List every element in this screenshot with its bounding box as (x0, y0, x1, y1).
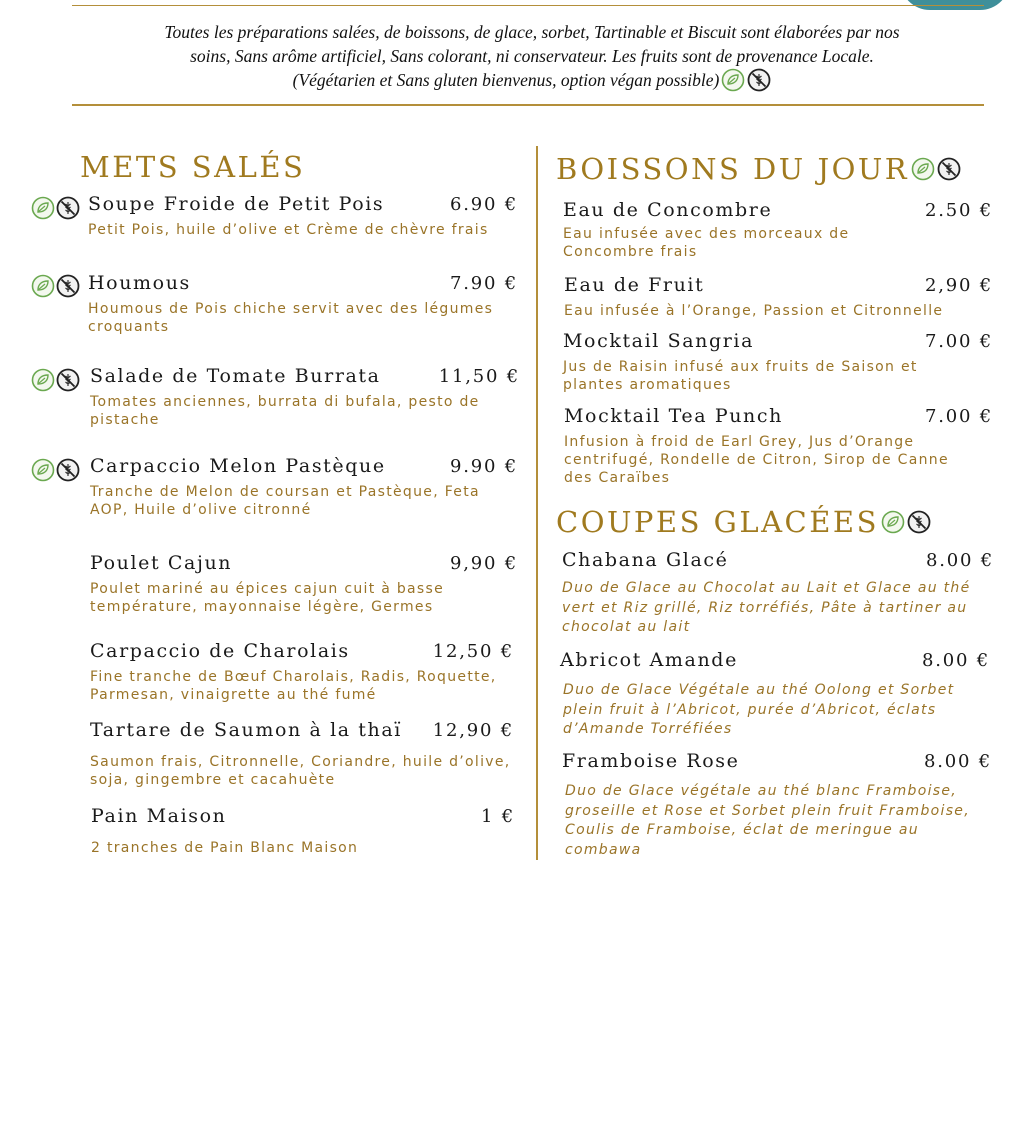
item-name: Carpaccio de Charolais (90, 640, 350, 662)
item-name: Tartare de Saumon à la thaï (90, 719, 402, 741)
menu-item (564, 274, 993, 320)
item-price: 12,90 € (432, 720, 514, 741)
item-name: Salade de Tomate Burrata (90, 365, 381, 387)
menu-item (564, 405, 993, 487)
intro-line-2: soins, Sans arôme artificiel, Sans colorant, ni conservateur. Les fruits sont de provenance Locale. (190, 46, 874, 66)
section-title-coupes (556, 505, 931, 539)
column-divider (536, 146, 538, 860)
item-price: 11,50 € (438, 366, 520, 387)
dietary-icons (31, 196, 80, 220)
intro-line-3: (Végétarien et Sans gluten bienvenus, option végan possible) (292, 70, 720, 90)
dietary-icons (31, 458, 80, 482)
item-description: Tranche de Melon de coursan et Pastèque, Feta AOP, Huile d’olive citronné (90, 484, 480, 518)
item-description: Infusion à froid de Earl Grey, Jus d’Orange centrifugé, Rondelle de Citron, Sirop de Canne des Caraïbes (564, 434, 949, 486)
section-title-boissons (556, 152, 961, 186)
item-price: 12,50 € (432, 641, 514, 662)
item-description: 2 tranches de Pain Blanc Maison (91, 840, 359, 856)
item-name: Eau de Concombre (563, 199, 773, 221)
menu-item (563, 330, 993, 394)
menu-item (563, 199, 993, 261)
gluten-free-icon (56, 274, 80, 298)
item-price: 7.00 € (924, 331, 993, 352)
mets-title-text: METS SALÉS (80, 150, 306, 184)
menu-item (91, 805, 515, 857)
menu-item (90, 552, 518, 616)
item-name: Mocktail Sangria (563, 330, 755, 352)
item-description: Jus de Raisin infusé aux fruits de Saison et plantes aromatiques (563, 359, 918, 393)
item-name: Eau de Fruit (564, 274, 705, 296)
vegan-leaf-icon (31, 368, 55, 392)
gluten-free-icon (56, 458, 80, 482)
item-description: Duo de Glace végétale au thé blanc Framboise, groseille et Rose et Sorbet plein fruit Framboise, Coulis de Framboise, éclat de meringue au combawa (565, 783, 970, 858)
item-description: Petit Pois, huile d’olive et Crème de chèvre frais (88, 222, 489, 238)
item-description: Poulet mariné au épices cajun cuit à basse température, mayonnaise légère, Germes (90, 581, 445, 615)
item-price: 2.50 € (924, 200, 993, 221)
item-description: Saumon frais, Citronnelle, Coriandre, huile d’olive, soja, gingembre et cacahuète (90, 754, 511, 788)
item-name: Mocktail Tea Punch (564, 405, 783, 427)
section-title-mets (80, 150, 305, 184)
dietary-icons (31, 368, 80, 392)
item-price: 9,90 € (449, 553, 518, 574)
vegan-leaf-icon (31, 458, 55, 482)
item-price: 7.00 € (924, 406, 993, 427)
menu-item (90, 455, 518, 519)
item-price: 6.90 € (449, 194, 518, 215)
item-description: Duo de Glace Végétale au thé Oolong et Sorbet plein fruit à l’Abricot, purée d’Abricot, éclats d’Amande Torréfiées (563, 682, 955, 737)
menu-item (560, 649, 990, 740)
gluten-free-icon (56, 368, 80, 392)
item-name: Abricot Amande (560, 649, 738, 671)
menu-item (562, 750, 992, 860)
gluten-free-icon (56, 196, 80, 220)
item-description: Eau infusée avec des morceaux de Concombre frais (563, 226, 850, 260)
intro-text (72, 20, 992, 92)
item-description: Duo de Glace au Chocolat au Lait et Glace au thé vert et Riz grillé, Riz torréfiés, Pâte à tartiner au chocolat au lait (562, 580, 971, 635)
item-price: 8.00 € (921, 650, 990, 671)
vegan-leaf-icon (911, 157, 935, 181)
item-price: 2,90 € (924, 275, 993, 296)
item-name: Carpaccio Melon Pastèque (90, 455, 386, 477)
item-price: 1 € (480, 806, 515, 827)
item-price: 7.90 € (449, 273, 518, 294)
item-description: Fine tranche de Bœuf Charolais, Radis, Roquette, Parmesan, vinaigrette au thé fumé (90, 669, 497, 703)
menu-item (88, 193, 518, 239)
vegan-leaf-icon (31, 196, 55, 220)
item-name: Houmous (88, 272, 191, 294)
menu-item (562, 549, 994, 638)
item-price: 9.90 € (449, 456, 518, 477)
dietary-icons (31, 274, 80, 298)
vegan-leaf-icon (881, 510, 905, 534)
item-name: Soupe Froide de Petit Pois (88, 193, 385, 215)
item-description: Eau infusée à l’Orange, Passion et Citronnelle (564, 303, 944, 319)
coupes-title-text: COUPES GLACÉES (556, 505, 879, 539)
intro-line-1: Toutes les préparations salées, de boissons, de glace, sorbet, Tartinable et Biscuit sont élaborées par nos (164, 22, 900, 42)
top-divider (72, 5, 984, 6)
item-description: Tomates anciennes, burrata di bufala, pesto de pistache (90, 394, 480, 428)
menu-item (90, 640, 514, 704)
boissons-title-text: BOISSONS DU JOUR (556, 152, 910, 186)
item-name: Poulet Cajun (90, 552, 233, 574)
intro-line-3-wrap (293, 68, 772, 92)
menu-item (90, 719, 514, 789)
item-name: Pain Maison (91, 805, 227, 827)
item-price: 8.00 € (923, 751, 992, 772)
item-name: Framboise Rose (562, 750, 740, 772)
menu-item (88, 272, 518, 336)
item-description: Houmous de Pois chiche servit avec des légumes croquants (88, 301, 494, 335)
menu-item (90, 365, 520, 429)
intro-divider (72, 104, 984, 106)
gluten-free-icon (747, 68, 771, 92)
vegan-leaf-icon (721, 68, 745, 92)
item-price: 8.00 € (925, 550, 994, 571)
item-name: Chabana Glacé (562, 549, 729, 571)
gluten-free-icon (907, 510, 931, 534)
gluten-free-icon (937, 157, 961, 181)
vegan-leaf-icon (31, 274, 55, 298)
